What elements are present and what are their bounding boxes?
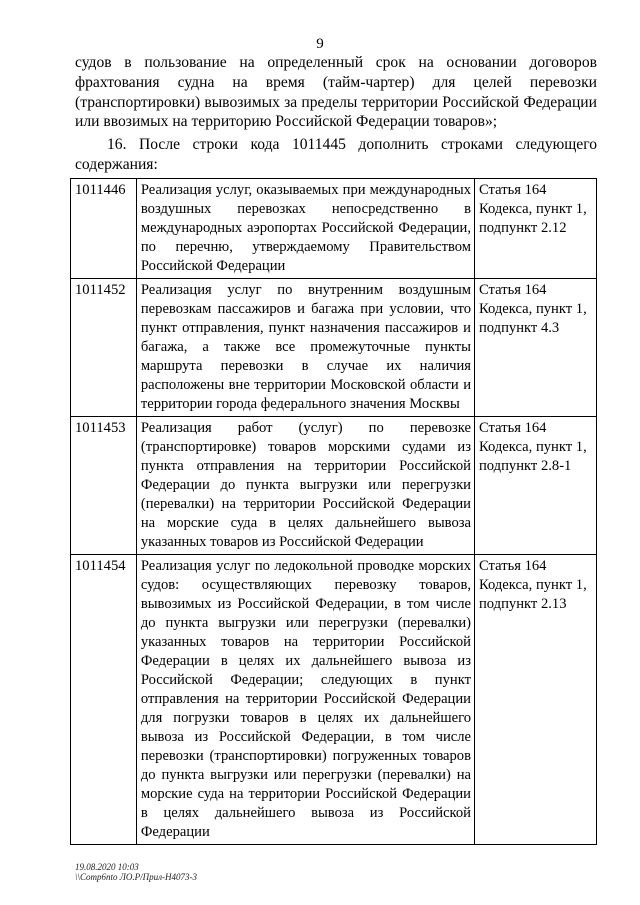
reference-line: подпункт 4.3: [479, 320, 560, 336]
reference-line: Кодекса, пункт 1,: [479, 301, 587, 317]
reference-line: Статья 164: [479, 282, 547, 298]
footer-file-path: \\Comp6nto ЛО.Р/Прил-Н4073-3: [75, 872, 198, 882]
page-number: 9: [316, 36, 324, 52]
intro-paragraph: судов в пользование на определенный срок на основании договоров фрахтования судна на время (тайм-чартер) для целей перевозки (транспортировки) вывозимых за пределы территории Российской Федерации или ввозимых на территорию Российской Федерации товаров»;: [75, 54, 597, 131]
row-description: Реализация услуг, оказываемых при международных воздушных перевозках непосредственно в международных аэропортах Российской Федерации, по перечню, утверждаемому Правительством Российской Федерации: [136, 179, 474, 279]
document-footer: [75, 862, 197, 882]
reference-line: Кодекса, пункт 1,: [479, 439, 587, 455]
reference-line: Статья 164: [479, 558, 547, 574]
row-reference: [475, 417, 597, 555]
reference-line: подпункт 2.12: [479, 220, 567, 236]
reference-line: подпункт 2.8-1: [479, 458, 572, 474]
reference-line: Кодекса, пункт 1,: [479, 577, 587, 593]
table-row: [71, 179, 597, 279]
row-reference: [475, 179, 597, 279]
table-row: [71, 279, 597, 417]
row-code: 1011454: [71, 555, 137, 845]
table-row: [71, 417, 597, 555]
reference-line: подпункт 2.13: [479, 596, 567, 612]
row-reference: [475, 279, 597, 417]
row-reference: [475, 555, 597, 845]
reference-line: Статья 164: [479, 420, 547, 436]
row-code: 1011452: [71, 279, 137, 417]
reference-line: Кодекса, пункт 1,: [479, 201, 587, 217]
row-description: Реализация работ (услуг) по перевозке (транспортировке) товаров морскими судами из пункта отправления на территории Российской Федерации до пункта выгрузки или перегрузки (перевалки) на территории Российской Федерации на морские суда в целях дальнейшего вывоза указанных товаров из Российской Федерации: [136, 417, 474, 555]
row-code: 1011453: [71, 417, 137, 555]
item-16-paragraph: 16. После строки кода 1011445 дополнить строками следующего содержания:: [75, 136, 597, 173]
row-description: Реализация услуг по внутренним воздушным перевозкам пассажиров и багажа при условии, что пункт отправления, пункт назначения пассажиров и багажа, а также все промежуточные пункты маршрута перевозки в случае их наличия расположены вне территории Московской области и территории города федерального значения Москвы: [136, 279, 474, 417]
row-description: Реализация услуг по ледокольной проводке морских судов: осуществляющих перевозку товаров, вывозимых из Российской Федерации, в том числе до пункта выгрузки или перегрузки (перевалки) указанных товаров на территории Российской Федерации в целях их дальнейшего вывоза из Российской Федерации; следующих в пункт отправления на территории Российской Федерации для погрузки товаров в целях их дальнейшего вывоза из Российской Федерации, в том числе перевозки (транспортировки) погруженных товаров до пункта выгрузки или перегрузки (перевалки) на морские суда на территории Российской Федерации в целях дальнейшего вывоза из Российской Федерации: [136, 555, 474, 845]
footer-timestamp: 19.08.2020 10:03: [75, 862, 139, 872]
codes-table: [70, 178, 597, 845]
table-row: [71, 555, 597, 845]
reference-line: Статья 164: [479, 182, 547, 198]
row-code: 1011446: [71, 179, 137, 279]
